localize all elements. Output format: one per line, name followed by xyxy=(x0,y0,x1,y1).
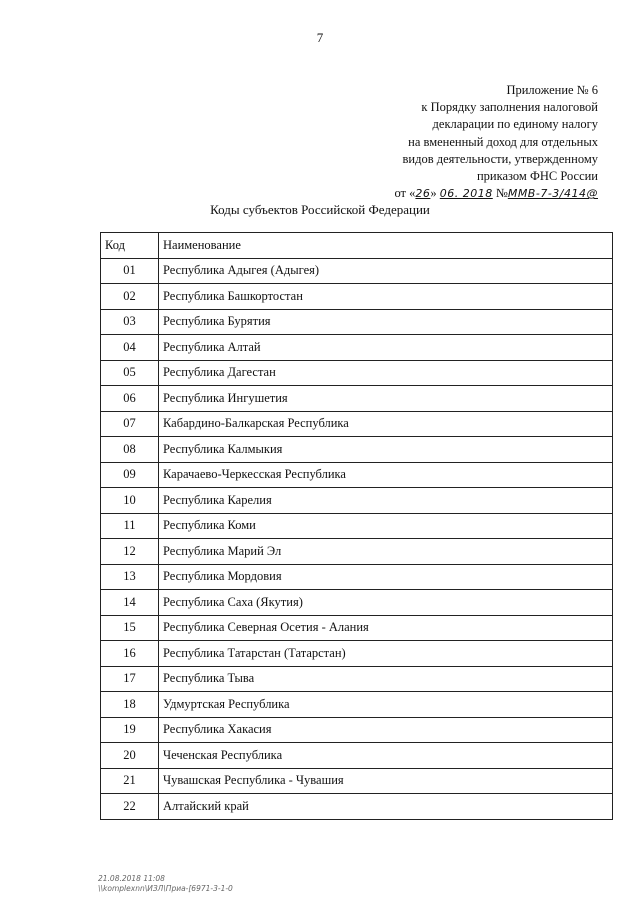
region-codes-table xyxy=(100,232,613,820)
region-code: 03 xyxy=(101,309,159,335)
table-header-row xyxy=(101,233,613,259)
region-code: 06 xyxy=(101,386,159,412)
region-name: Республика Дагестан xyxy=(159,360,613,386)
region-code: 21 xyxy=(101,768,159,794)
footer-stamp xyxy=(98,874,233,894)
date-mid: » xyxy=(430,186,437,201)
region-name: Удмуртская Республика xyxy=(159,692,613,718)
header-name: Наименование xyxy=(159,233,613,259)
region-code: 17 xyxy=(101,666,159,692)
date-month-year: 06. 2018 xyxy=(439,187,493,201)
date-prefix: от « xyxy=(394,186,416,201)
table-row xyxy=(101,666,613,692)
table-row xyxy=(101,411,613,437)
appendix-line: к Порядку заполнения налоговой xyxy=(421,100,598,115)
page-number: 7 xyxy=(316,30,324,45)
table-row xyxy=(101,564,613,590)
table-row xyxy=(101,284,613,310)
table-row xyxy=(101,717,613,743)
region-name: Республика Коми xyxy=(159,513,613,539)
region-name: Карачаево-Черкесская Республика xyxy=(159,462,613,488)
table-row xyxy=(101,641,613,667)
region-code: 05 xyxy=(101,360,159,386)
region-name: Алтайский край xyxy=(159,794,613,820)
date-day: 26 xyxy=(415,187,431,201)
table-row xyxy=(101,590,613,616)
table-row xyxy=(101,513,613,539)
region-code: 01 xyxy=(101,258,159,284)
table-row xyxy=(101,309,613,335)
region-code: 12 xyxy=(101,539,159,565)
region-name: Республика Северная Осетия - Алания xyxy=(159,615,613,641)
table-row xyxy=(101,437,613,463)
region-code: 14 xyxy=(101,590,159,616)
region-name: Чувашская Республика - Чувашия xyxy=(159,768,613,794)
table-row xyxy=(101,794,613,820)
region-code: 22 xyxy=(101,794,159,820)
region-name: Кабардино-Балкарская Республика xyxy=(159,411,613,437)
region-name: Республика Хакасия xyxy=(159,717,613,743)
appendix-line: приказом ФНС России xyxy=(476,169,598,184)
table-row xyxy=(101,615,613,641)
appendix-line: видов деятельности, утвержденному xyxy=(402,151,598,166)
table-row xyxy=(101,539,613,565)
region-code: 18 xyxy=(101,692,159,718)
region-code: 16 xyxy=(101,641,159,667)
order-number: ММВ-7-3/414@ xyxy=(507,187,598,201)
region-name: Республика Башкортостан xyxy=(159,284,613,310)
appendix-line: на вмененный доход для отдельных xyxy=(408,134,598,149)
table-row xyxy=(101,768,613,794)
table-row xyxy=(101,258,613,284)
region-name: Республика Карелия xyxy=(159,488,613,514)
region-name: Республика Саха (Якутия) xyxy=(159,590,613,616)
region-code: 02 xyxy=(101,284,159,310)
appendix-line: Приложение № 6 xyxy=(506,83,598,97)
region-code: 15 xyxy=(101,615,159,641)
table-row xyxy=(101,462,613,488)
region-name: Чеченская Республика xyxy=(159,743,613,769)
appendix-block xyxy=(394,82,598,202)
footer-path: \\komplexnn\ИЗЛ\Приа-[6971-3-1-0 xyxy=(98,884,233,893)
document-title: Коды субъектов Российской Федерации xyxy=(210,202,430,217)
region-name: Республика Татарстан (Татарстан) xyxy=(159,641,613,667)
region-code: 11 xyxy=(101,513,159,539)
region-name: Республика Мордовия xyxy=(159,564,613,590)
table-row xyxy=(101,488,613,514)
table-row xyxy=(101,386,613,412)
region-name: Республика Тыва xyxy=(159,666,613,692)
region-code: 10 xyxy=(101,488,159,514)
number-label: № xyxy=(495,186,508,201)
region-code: 09 xyxy=(101,462,159,488)
table-row xyxy=(101,743,613,769)
region-name: Республика Ингушетия xyxy=(159,386,613,412)
header-code: Код xyxy=(101,233,159,259)
table-row xyxy=(101,360,613,386)
region-code: 08 xyxy=(101,437,159,463)
region-name: Республика Бурятия xyxy=(159,309,613,335)
footer-timestamp: 21.08.2018 11:08 xyxy=(98,874,165,883)
table-row xyxy=(101,692,613,718)
order-date-number xyxy=(394,185,598,202)
region-name: Республика Адыгея (Адыгея) xyxy=(159,258,613,284)
table-row xyxy=(101,335,613,361)
appendix-line: декларации по единому налогу xyxy=(432,117,598,132)
region-name: Республика Калмыкия xyxy=(159,437,613,463)
region-code: 19 xyxy=(101,717,159,743)
region-code: 13 xyxy=(101,564,159,590)
region-name: Республика Марий Эл xyxy=(159,539,613,565)
region-code: 20 xyxy=(101,743,159,769)
region-code: 07 xyxy=(101,411,159,437)
region-name: Республика Алтай xyxy=(159,335,613,361)
region-code: 04 xyxy=(101,335,159,361)
